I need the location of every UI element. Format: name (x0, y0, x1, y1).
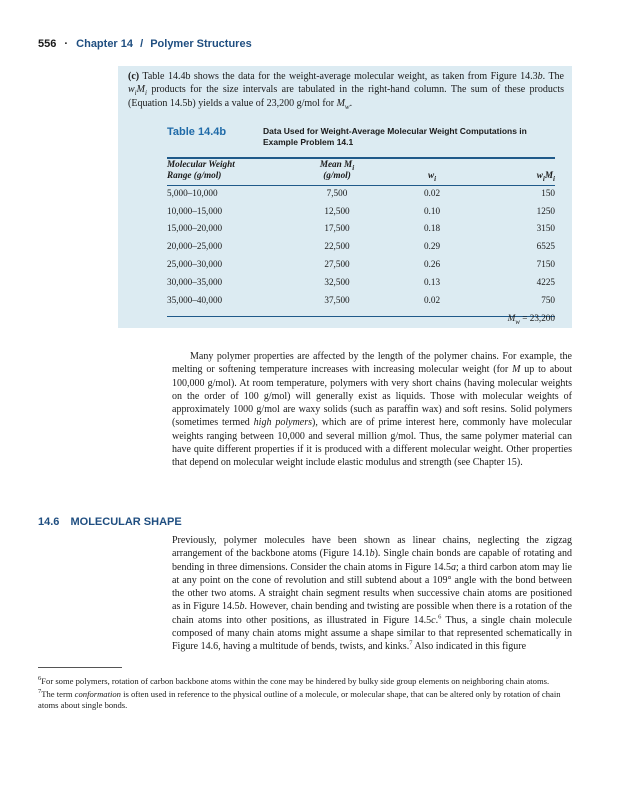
col-header-wi: $w_i$ (427, 170, 437, 183)
molecular-weight-table (167, 159, 555, 327)
example-part-c: (c) Table 14.4b shows the data for the weight-average molecular weight, as taken from Figure 14.3b. The $w_iM_i$ products for the size intervals are tabulated in the right-hand column. The sum of these products (Equation 14.5b) yields a value of 23,200 g/mol for $M_w$. (128, 71, 564, 111)
table-number: Table 14.4b (167, 126, 227, 138)
footnote-ref-6: 6 (438, 613, 442, 621)
table-row: 5,000–10,000 7,500 0.02 150 (167, 187, 555, 198)
header-separator: / (140, 38, 144, 50)
table-row: 30,000–35,000 32,500 0.13 4225 (167, 276, 555, 287)
part-label: (c) (128, 71, 140, 82)
table-row: 35,000–40,000 37,500 0.02 750 (167, 294, 555, 305)
weight-average-total: $M_w = 23,200$ (507, 312, 555, 326)
paragraph-molecular-shape: Previously, polymer molecules have been shown as linear chains, neglecting the zigzag arrangement of the backbone atoms (Figure 14.1b). Single chain bonds are capable of rotating and bending in three dimensions. Consider the chain atoms in Figure 14.5a; a third carbon atom may lie at any point on the cone of revolution and still subtend about a 109° angle with the bond between the other two atoms. A straight chain segment results when successive chain atoms are positioned as in Figure 14.5b. However, chain bending and twisting are possible when there is a rotation of the chain atoms into other positions, as illustrated in Figure 14.5c.$^6$ Thus, a single chain molecule composed of many chain atoms might assume a shape similar to that represented schematically in Figure 14.6, having a multitude of bends, twists, and kinks.$^7$ Also indicated in this figure (172, 535, 572, 653)
footnote-divider (38, 667, 122, 668)
section-number: 14.6 (38, 516, 60, 528)
table-caption (167, 126, 562, 148)
col-header-mean: Mean $M_i$ (g/mol) (319, 159, 355, 180)
header-bullet: · (64, 38, 69, 50)
col-header-range: Molecular Weight Range (g/mol) (167, 159, 235, 180)
table-title: Data Used for Weight-Average Molecular Weight Computations in Example Problem 14.1 (263, 126, 527, 147)
table-row: 20,000–25,000 22,500 0.29 6525 (167, 241, 555, 252)
table-row: 10,000–15,000 12,500 0.10 1250 (167, 205, 555, 216)
page-header (38, 38, 252, 50)
term-high-polymers: high polymers (253, 417, 313, 429)
footnotes (38, 676, 572, 714)
page-number: 556 (38, 38, 57, 50)
footnote-7: $^7$The term conformation is often used in reference to the physical outline of a molecule, or molecular shape, that can be altered only by rotation of chain atoms about single bonds. (38, 688, 561, 711)
footnote-ref-7: 7 (409, 640, 413, 648)
col-header-wimi: $w_iM_i$ (536, 170, 555, 183)
table-total-row (167, 309, 555, 327)
table-header-row (167, 159, 555, 184)
table-row: 15,000–20,000 17,500 0.18 3150 (167, 223, 555, 234)
table-row: 25,000–30,000 27,500 0.26 7150 (167, 259, 555, 270)
section-heading (38, 516, 182, 528)
chapter-title: Polymer Structures (150, 38, 252, 50)
chapter-label: Chapter 14 (76, 38, 134, 50)
footnote-6: $^6$For some polymers, rotation of carbon backbone atoms within the cone may be hindered by bulky side group elements on neighboring chain atoms. (38, 675, 550, 686)
section-title: MOLECULAR SHAPE (70, 516, 182, 528)
paragraph-molecular-weight-properties: Many polymer properties are affected by the length of the polymer chains. For example, the melting or softening temperature increases with increasing molecular weight (for M up to about 100,000 g/mol). At room temperature, polymers with very short chains (having molecular weights on the order of 100 g/mol) will generally exist as liquids. Those with molecular weights of approximately 1000 g/mol are waxy solids (such as paraffin wax) and soft resins. Solid polymers (sometimes termed high polymers), which are of prime interest here, commonly have molecular weights ranging between 10,000 and several million g/mol. Thus, the same polymer material can have quite different properties if it is produced with a different molecular weight. Other properties that depend on molecular weight include elastic modulus and strength (see Chapter 15). (172, 351, 572, 469)
